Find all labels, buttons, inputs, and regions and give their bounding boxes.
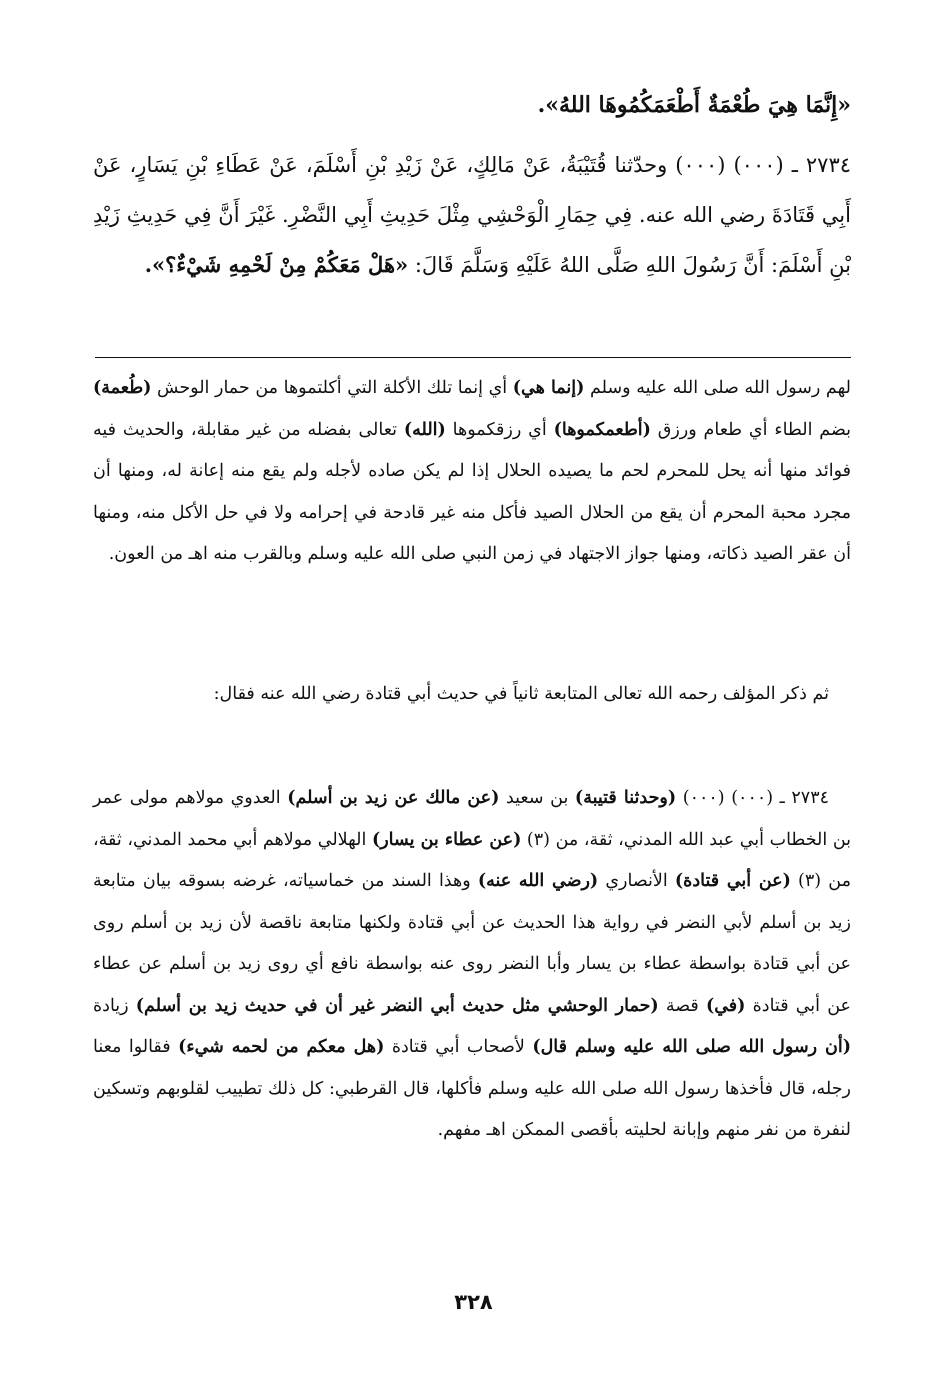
commentary-paragraph-3 [93, 778, 851, 1152]
text-run: وهذا السند من خماسياته، غرضه بسوقه بيان متابعة زيد بن أسلم لأبي النضر في رواية هذا الحديث عن أبي قتادة ولكنها متابعة ناقصة لأن زيد بن أسلم روى عن أبي قتادة بواسطة عطاء بن يسار وأبا النضر روى عنه بواسطة نافع أي روى زيد بن أسلم عن عطاء عن أبي قتادة [93, 871, 851, 1016]
matn-hadith-body: ٢٧٣٤ ـ (٠٠٠) (٠٠٠) وحدّثنا قُتَيْبَةُ، عَنْ مَالِكٍ، عَنْ زَيْدِ بْنِ أَسْلَمَ، عَنْ عَطَاءِ بْنِ يَسَارٍ، عَنْ أَبِي قَتَادَةَ رضي الله عنه. فِي حِمَارِ الْوَحْشِي مِثْلَ حَدِيثِ أَبِي النَّضْرِ. غَيْرَ أَنَّ فِي حَدِيثِ زَيْدِ بْنِ أَسْلَمَ: أَنَّ رَسُولَ اللهِ صَلَّى اللهُ عَلَيْهِ وَسَلَّمَ قَالَ: [93, 153, 852, 277]
text-run: تعالى بفضله من غير مقابلة، والحديث فيه فوائد منها أنه يحل للمحرم لحم ما يصيده الحلال إذا لم يكن صاده لأجله ولم يقع منه إعانة له، ومنها أن مجرد محبة المحرم أن يقع من الحلال الصيد فأكل منه غير قادحة في إحرامه ولا في حل الأكل منه، ومنها أن عقر الصيد ذكاته، ومنها جواز الاجتهاد في زمن النبي صلى الله عليه وسلم وبالقرب منه اهـ من العون. [93, 419, 851, 564]
text-run: فقالوا معنا رجله، قال فأخذها رسول الله صلى الله عليه وسلم فأكلها، قال القرطبي: كل ذلك تطييب لقلوبهم وتسكين لنفرة من نفر منهم وإبانة لحليته بأقصى الممكن اهـ مفهم. [93, 1037, 851, 1140]
matn-hadith [93, 140, 851, 290]
bold-quote-run: (حمار الوحشي مثل حديث أبي النضر غير أن في حديث زيد بن أسلم) [135, 995, 659, 1016]
text-run: بضم الطاء أي طعام ورزق [650, 419, 851, 440]
separator-line [95, 357, 851, 358]
bold-quote-run: (وحدثنا قتيبة) [574, 788, 677, 808]
bold-quote-run: (إنما هي) [512, 378, 585, 398]
bold-quote-run: (في) [705, 995, 746, 1016]
text-run: زيادة [93, 995, 136, 1016]
bold-quote-run: (هل معكم من لحمه شيء) [178, 1037, 385, 1057]
text-run: ٢٧٣٤ ـ (٠٠٠) (٠٠٠) [676, 788, 830, 808]
text-run: الهلالي مولاهم أبي محمد المدني، ثقة، من (٣) [93, 829, 851, 891]
bold-quote-run: (عن أبي قتادة) [674, 871, 791, 891]
bold-quote-run: (عن مالك عن زيد بن أسلم) [287, 788, 500, 808]
matn-top-line: «إِنَّمَا هِيَ طُعْمَةٌ أَطْعَمَكُمُوهَا اللهُ». [537, 92, 851, 118]
matn-hadith-closing: «هَلْ مَعَكُمْ مِنْ لَحْمِهِ شَيْءٌ؟». [144, 252, 409, 277]
text-run: لأصحاب أبي قتادة [384, 1037, 533, 1057]
bold-quote-run: (رضي الله عنه) [477, 871, 599, 891]
bold-quote-run: (أن رسول الله صلى الله عليه وسلم قال) [532, 1037, 852, 1057]
bold-quote-run: (أطعمكموها) [553, 419, 651, 440]
text-run: قصة [658, 995, 706, 1016]
text-run: لهم رسول الله صلى الله عليه وسلم [584, 378, 851, 398]
text-run: الأنصاري [598, 871, 675, 891]
text-run: العدوي مولاهم مولى عمر بن الخطاب أبي عبد الله المدني، ثقة، من (٣) [93, 788, 852, 850]
text-run: بن سعيد [499, 788, 575, 808]
commentary-paragraph-2-text: ثم ذكر المؤلف رحمه الله تعالى المتابعة ثانياً في حديث أبي قتادة رضي الله عنه فقال: [213, 684, 829, 704]
text-run: أي رزقكموها [445, 419, 554, 440]
commentary-paragraph-2 [93, 674, 851, 716]
bold-quote-run: (عن عطاء بن يسار) [371, 829, 522, 850]
text-run: أي إنما تلك الأكلة التي أكلتموها من حمار الوحش [151, 378, 513, 398]
page-number: ٣٢٨ [454, 1290, 493, 1314]
bold-quote-run: (الله) [403, 419, 446, 440]
commentary-paragraph-1 [93, 368, 851, 576]
bold-quote-run: (طُعمة) [93, 378, 152, 398]
